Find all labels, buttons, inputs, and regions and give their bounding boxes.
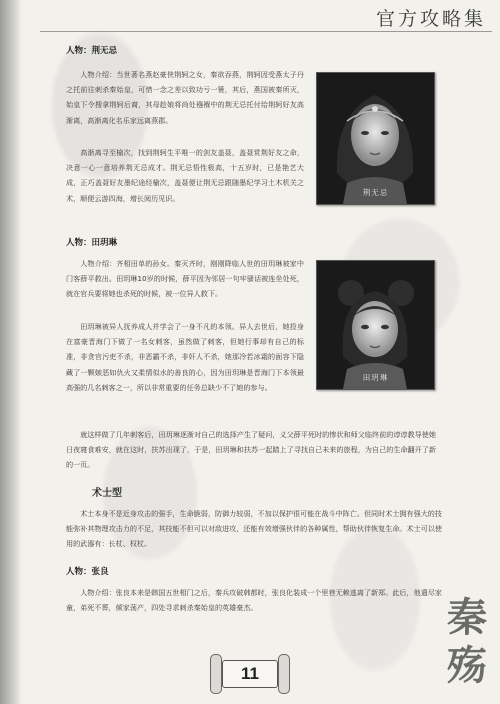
- scroll-ornament-right: [278, 654, 290, 694]
- header-title: 官方攻略集: [375, 8, 486, 30]
- page-number-text: 11: [241, 664, 259, 683]
- character1-intro-paragraph: 人物介绍：当世著名燕赵豪侠荆轲之女，秦欲吞燕，荆轲因受燕太子丹之托前往刺杀秦始皇，可惜一念之差以致功亏一篑，其后，燕国被秦所灭，始皇下令搜拿荆轲后裔，其母趁娘将尚处襁褓中的荆无忌托付给荆轲好友高渐离，高渐离化名乐家远离燕郡。: [66, 70, 304, 125]
- scroll-ornament-left: [210, 654, 222, 694]
- class-section-paragraph: 术士本身不是近身攻击的强手，生命脆弱，防御力较弱，不加以保护很可能在战斗中阵亡。但同时术士拥有强大的技能弥补其物理攻击力的不足，其技能不但可以对敌进攻，还能有效增强伙伴的各种属性，帮助伙伴恢复生命。术士可以使用的武器有：长杖、权杖。: [66, 509, 442, 549]
- character3-intro-paragraph: 人物介绍：张良本来是韩国五世相门之后，秦兵攻破韩都时，张良化装成一个里巷无赖逃离了新郑。此后，他遣尽家童，弟死不葬，倾家荡产，四处寻求刺杀秦始皇的英雄豪杰。: [66, 588, 442, 613]
- calligraphy-seal-text: 秦殇: [447, 594, 487, 689]
- portrait-tian-yuelin: [316, 260, 435, 390]
- character-label-tian-yuelin: 人物：田玥琳: [66, 238, 118, 248]
- portrait-tian-yuelin-image: [317, 261, 434, 389]
- class-section-title: 术士型: [92, 488, 122, 499]
- portrait-jing-wuji-image: [317, 73, 434, 204]
- character-label-jing-wuji: 人物：荆无忌: [66, 46, 118, 56]
- character1-story-paragraph: 高渐离寻至榆次，找到荆轲生平唯一的剑友盖聂，盖聂赏荆好友之命，决意一心一意培养荆无忌成才。荆无忌悟性极高，十五岁时，已是艳艺大成，正巧盖聂好友墨纪途经榆次，盖聂便让荆无忌跟随墨纪学习土木机关之术，顺便云游四海，增长阅历见识。: [66, 148, 304, 203]
- portrait-jing-wuji: [316, 72, 435, 205]
- character2-intro-paragraph: 人物介绍：齐相田单的孙女。秦灭齐时，刚刚降临人世的田玥琳被家中门客薛平救出。田玥琳10岁的时候，薛平因为邻居一句牢骚话被连坐处死，就在官兵要将她也杀死的时候，被一位异人救下。: [66, 259, 304, 299]
- portrait-name-tian-yuelin: 田玥琳: [362, 373, 389, 382]
- character-label-zhang-liang: 人物：张良: [66, 567, 109, 577]
- character2-ending-paragraph: 就这样做了几年刺客后，田玥琳逐渐对自己的选择产生了疑问，义父薛平死时的惨状和师父临终前的谆谆教导使她日夜寝食难安，就在这时，扶苏出现了，于是，田玥琳和扶苏一起踏上了寻找自己未来的旅程，为自己的生命翻开了新的一页。: [66, 430, 436, 470]
- calligraphy-seal: [440, 594, 494, 694]
- page-number: [222, 660, 278, 688]
- header-divider: [40, 31, 492, 32]
- character2-story-paragraph: 田玥琳被异人抚养成人并学会了一身不凡的本领。异人去世后，她投身在富豪晋海门下做了一名女刺客，虽然做了刺客，但她行事却有自己的标准，非贪官污吏不杀，非恶霸不杀，非奸人不杀，她那冷若冰霜的面容下隐藏了一颗嫉恶如仇火又柔情似水的善良的心，因为田玥琳是晋海门下本领最高强的几名刺客之一，所以非常重要的任务总缺少不了她的参与。: [66, 322, 304, 392]
- book-spine-shadow: [0, 0, 22, 704]
- portrait-name-jing-wuji: 荆无忌: [362, 188, 389, 197]
